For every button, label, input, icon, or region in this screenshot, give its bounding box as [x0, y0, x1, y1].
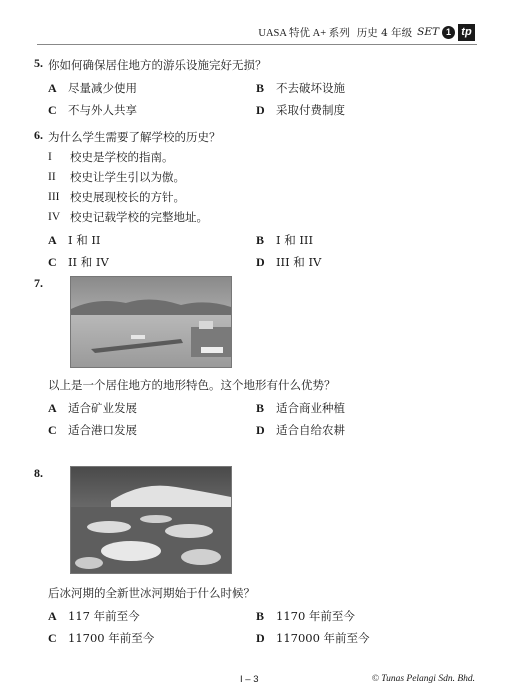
option-a[interactable]: A 尽量减少使用 — [48, 81, 137, 95]
publisher-logo-icon: tp — [458, 24, 475, 41]
question-8 — [34, 466, 468, 647]
option-b[interactable]: B 不去破坏设施 — [256, 81, 345, 95]
option-a[interactable]: A I 和 II — [48, 233, 101, 247]
question-text: 你如何确保居住地方的游乐设施完好无损？ — [48, 58, 267, 72]
option-a[interactable]: A 适合矿业发展 — [48, 401, 137, 415]
copyright-notice: © Tunas Pelangi Sdn. Bhd. — [371, 674, 475, 684]
page-number: I – 3 — [240, 674, 259, 685]
option-b[interactable]: B 适合商业种植 — [256, 401, 345, 415]
options — [48, 400, 468, 439]
statement-ii: II 校史让学生引以为傲。 — [48, 170, 185, 184]
statement-list — [48, 149, 468, 226]
statement-iv: IV 校史记载学校的完整地址。 — [48, 210, 208, 224]
options — [48, 232, 468, 271]
option-b[interactable]: B I 和 III — [256, 233, 313, 247]
set-number-badge: 1 — [442, 26, 455, 39]
page-header — [258, 22, 475, 42]
question-number: 8. — [34, 466, 43, 480]
question-6 — [34, 128, 468, 271]
option-a[interactable]: A 117 年前至今 — [48, 609, 140, 623]
question-text: 后冰河期的全新世冰河期始于什么时候？ — [48, 586, 255, 600]
option-c[interactable]: C 不与外人共享 — [48, 103, 137, 117]
options — [48, 608, 468, 647]
option-c[interactable]: C II 和 IV — [48, 255, 109, 269]
question-number: 5. — [34, 56, 43, 70]
header-divider — [37, 44, 477, 45]
question-text: 以上是一个居住地方的地形特色。这个地形有什么优势？ — [48, 378, 336, 392]
question-7 — [34, 276, 468, 439]
question-number: 7. — [34, 276, 43, 290]
series-title: UASA 特优 A+ 系列 — [258, 27, 350, 39]
question-5 — [34, 56, 468, 119]
option-c[interactable]: C 适合港口发展 — [48, 423, 137, 437]
question-text: 为什么学生需要了解学校的历史？ — [48, 130, 221, 144]
statement-i: I 校史是学校的指南。 — [48, 150, 174, 164]
ice-floe-photo — [70, 466, 232, 574]
option-b[interactable]: B 1170 年前至今 — [256, 609, 355, 623]
subject-title: 历史 4 年级 — [356, 26, 413, 39]
harbour-photo — [70, 276, 232, 368]
option-d[interactable]: D 适合自给农耕 — [256, 423, 345, 437]
option-d[interactable]: D III 和 IV — [256, 255, 322, 269]
option-d[interactable]: D 117000 年前至今 — [256, 631, 370, 645]
question-number: 6. — [34, 128, 43, 142]
options — [48, 80, 468, 119]
statement-iii: III 校史展现校长的方针。 — [48, 190, 185, 204]
set-label: SET — [417, 26, 439, 38]
option-d[interactable]: D 采取付费制度 — [256, 103, 345, 117]
option-c[interactable]: C 11700 年前至今 — [48, 631, 155, 645]
